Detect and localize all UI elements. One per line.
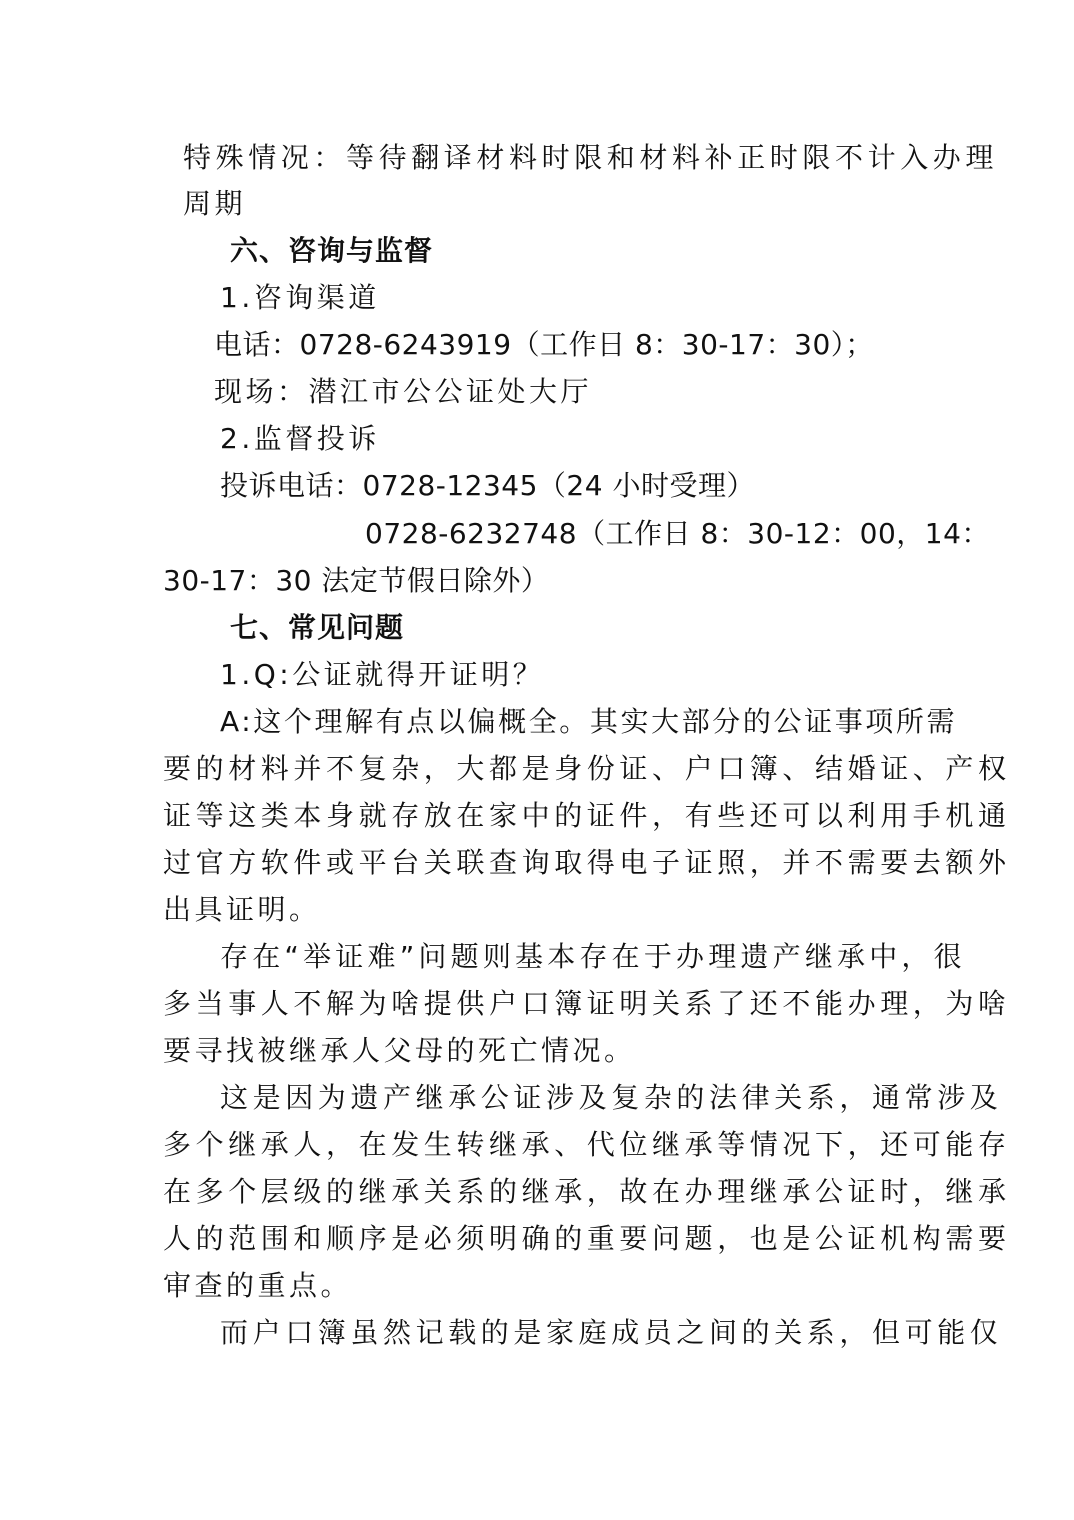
subheading-supervision-complaint: 2.监督投诉 <box>220 422 380 455</box>
faq-answer-p3-line-3: 在多个层级的继承关系的继承，故在办理继承公证时，继承 <box>163 1175 1011 1208</box>
faq-answer-p3-line-4: 人的范围和顺序是必须明确的重要问题，也是公证机构需要 <box>163 1222 1011 1255</box>
faq-question-1: 1.Q:公证就得开证明？ <box>220 658 545 691</box>
consult-onsite-line: 现场：潜江市公公证处大厅 <box>214 375 593 408</box>
complaint-phone-line-2: 0728-6232748（工作日 8：30-12：00，14： <box>365 517 990 550</box>
faq-answer-p3-line-5: 审查的重点。 <box>163 1269 353 1302</box>
special-case-line-2: 周期 <box>183 187 247 220</box>
faq-answer-p2-line-3: 要寻找被继承人父母的死亡情况。 <box>163 1034 636 1067</box>
faq-answer-p1-line-3: 证等这类本身就存放在家中的证件，有些还可以利用手机通 <box>163 799 1011 832</box>
complaint-phone-line-1: 投诉电话：0728-12345（24 小时受理） <box>220 469 755 502</box>
faq-answer-p2-line-1: 存在“举证难”问题则基本存在于办理遗产继承中，很 <box>220 940 966 973</box>
section-heading-faq: 七、常见问题 <box>230 611 405 644</box>
subheading-consult-channel: 1.咨询渠道 <box>220 281 380 314</box>
faq-answer-p1-line-2: 要的材料并不复杂，大都是身份证、户口簿、结婚证、产权 <box>163 752 1011 785</box>
complaint-phone-line-3: 30-17：30 法定节假日除外） <box>163 564 550 597</box>
faq-answer-p3-line-1: 这是因为遗产继承公证涉及复杂的法律关系，通常涉及 <box>220 1081 1003 1114</box>
faq-answer-p1-line-1: A:这个理解有点以偏概全。其实大部分的公证事项所需 <box>220 705 958 738</box>
faq-answer-p4-line-1: 而户口簿虽然记载的是家庭成员之间的关系，但可能仅 <box>220 1316 1003 1349</box>
faq-answer-p2-line-2: 多当事人不解为啥提供户口簿证明关系了还不能办理，为啥 <box>163 987 1011 1020</box>
special-case-line-1: 特殊情况：等待翻译材料时限和材料补正时限不计入办理 <box>183 141 999 174</box>
faq-answer-p3-line-2: 多个继承人，在发生转继承、代位继承等情况下，还可能存 <box>163 1128 1011 1161</box>
faq-answer-p1-line-5: 出具证明。 <box>163 893 321 926</box>
consult-phone-line: 电话：0728-6243919（工作日 8：30-17：30）； <box>214 328 874 361</box>
faq-answer-p1-line-4: 过官方软件或平台关联查询取得电子证照，并不需要去额外 <box>163 846 1011 879</box>
section-heading-consult-supervise: 六、咨询与监督 <box>230 234 434 267</box>
